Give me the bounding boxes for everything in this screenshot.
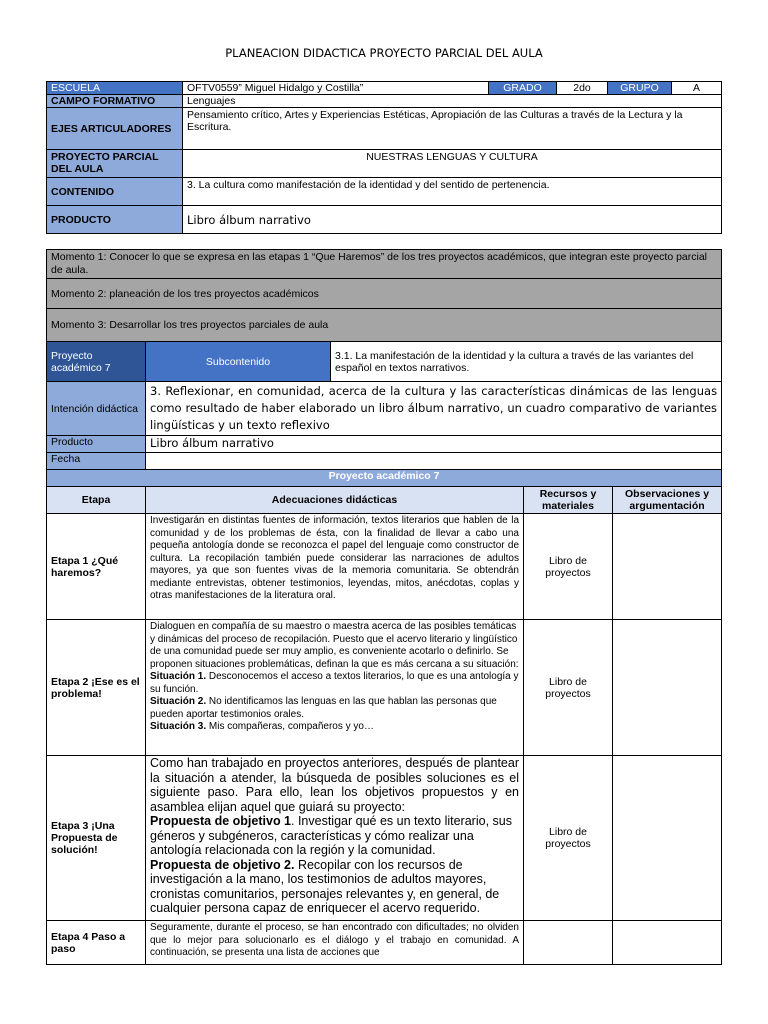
campo-value: Lenguajes bbox=[183, 95, 722, 108]
col-etapa: Etapa bbox=[47, 487, 146, 514]
intencion-label: Intención didáctica bbox=[47, 382, 146, 436]
stage-observations bbox=[613, 756, 722, 921]
escuela-value: OFTV0559” Miguel Hidalgo y Costilla” bbox=[183, 82, 489, 95]
stage-resources: Libro de proyectos bbox=[524, 514, 613, 620]
stage-text bbox=[146, 756, 524, 921]
subcontenido-label: Subcontenido bbox=[146, 342, 331, 382]
stage-row bbox=[47, 921, 722, 965]
grupo-value: A bbox=[672, 82, 722, 95]
proyecto-value: NUESTRAS LENGUAS Y CULTURA bbox=[183, 150, 722, 178]
project-banner: Proyecto académico 7 bbox=[47, 470, 722, 487]
col-observaciones: Observaciones y argumentación bbox=[613, 487, 722, 514]
planning-table bbox=[46, 249, 722, 965]
stage-name: Etapa 2 ¡Ese es el problema! bbox=[47, 620, 146, 756]
stage-observations bbox=[613, 514, 722, 620]
stage-row bbox=[47, 756, 722, 921]
stage-observations bbox=[613, 620, 722, 756]
moment-2: Momento 2: planeación de los tres proyectos académicos bbox=[47, 279, 722, 309]
producto-label: PRODUCTO bbox=[47, 206, 183, 234]
moment-3: Momento 3: Desarrollar los tres proyectos parciales de aula bbox=[47, 309, 722, 342]
moment-1: Momento 1: Conocer lo que se expresa en las etapas 1 “Que Haremos” de los tres proyectos académicos, que integran este proyecto parcial de aula. bbox=[47, 250, 722, 279]
stage-row bbox=[47, 514, 722, 620]
stage-observations bbox=[613, 921, 722, 965]
stage-text bbox=[146, 620, 524, 756]
stage-name: Etapa 4 Paso a paso bbox=[47, 921, 146, 965]
col-adecuaciones: Adecuaciones didácticas bbox=[146, 487, 524, 514]
stage-resources: Libro de proyectos bbox=[524, 620, 613, 756]
ejes-label: EJES ARTICULADORES bbox=[47, 108, 183, 150]
contenido-label: CONTENIDO bbox=[47, 178, 183, 206]
stage-text: Seguramente, durante el proceso, se han encontrado con dificultades; no olviden que lo mejor para solucionarlo es el diálogo y el trabajo en comunidad. A continuación, se presenta una lista de acciones que bbox=[146, 921, 524, 965]
situation-1-text: Desconocemos el acceso a textos literarios, lo que es una antología y su función. bbox=[150, 671, 519, 695]
campo-label: CAMPO FORMATIVO bbox=[47, 95, 183, 108]
project-label: Proyecto académico 7 bbox=[47, 342, 146, 382]
objective-1-text: . Investigar qué es un texto literario, sus géneros y subgéneros, características y cómo realizar una antología relacionada con la región y la comunidad. bbox=[150, 814, 512, 857]
producto-row-value: Libro álbum narrativo bbox=[146, 436, 722, 453]
grado-label: GRADO bbox=[489, 82, 557, 95]
ejes-value: Pensamiento crítico, Artes y Experiencias Estéticas, Apropiación de las Culturas a través de la Lectura y la Escritura. bbox=[183, 108, 722, 150]
fecha-value bbox=[146, 453, 722, 470]
col-recursos: Recursos y materiales bbox=[524, 487, 613, 514]
stage-text: Investigarán en distintas fuentes de información, textos literarios que hablen de la comunidad y de los problemas de ésta, con la finalidad de llevar a cabo una pequeña antología donde se reconozca el papel del lenguaje como constructor de cultura. La recopilación también puede considerar las narraciones de adultos mayores, ya que son fuentes vivas de la memoria comunitaria. Se obtendrán mediante entrevistas, obtener testimonios, leyendas, mitos, anécdotas, coplas y otras manifestaciones de la literatura oral. bbox=[146, 514, 524, 620]
school-info-table bbox=[46, 81, 722, 234]
objective-2-text: Recopilar con los recursos de investigación a la mano, los testimonios de adultos mayores, cronistas comunitarios, personajes relevantes y, en general, de cualquier persona capaz de enriquecer el acervo requerido. bbox=[150, 857, 500, 915]
situation-3-label: Situación 3. bbox=[150, 721, 207, 732]
situation-1-label: Situación 1. bbox=[150, 671, 207, 682]
intencion-value: 3. Reflexionar, en comunidad, acerca de la cultura y las características dinámicas de las lenguas como resultado de haber elaborado un libro álbum narrativo, un cuadro comparativo de variantes lingüísticas y un texto reflexivo bbox=[146, 382, 722, 436]
situation-2-label: Situación 2. bbox=[150, 696, 207, 707]
stage-resources bbox=[524, 921, 613, 965]
contenido-value: 3. La cultura como manifestación de la identidad y del sentido de pertenencia. bbox=[183, 178, 722, 206]
grado-value: 2do bbox=[557, 82, 608, 95]
situation-3-text: Mis compañeras, compañeros y yo… bbox=[206, 721, 374, 732]
producto-value: Libro álbum narrativo bbox=[183, 206, 722, 234]
proyecto-label: PROYECTO PARCIAL DEL AULA bbox=[47, 150, 183, 178]
stage-name: Etapa 3 ¡Una Propuesta de solución! bbox=[47, 756, 146, 921]
subcontenido-value: 3.1. La manifestación de la identidad y la cultura a través de las variantes del español en textos narrativos. bbox=[331, 342, 722, 382]
stage-intro: Dialoguen en compañía de su maestro o maestra acerca de las posibles temáticas y dinámicas del proceso de recopilación. Puesto que el acervo literario y lingüístico de una comunidad puede ser muy amplio, es conveniente acotarlo o definirlo. Se proponen situaciones problemáticas, definan la que es más cercana a su situación: bbox=[150, 621, 519, 670]
stage-resources: Libro de proyectos bbox=[524, 756, 613, 921]
producto-row-label: Producto bbox=[47, 436, 146, 453]
grupo-label: GRUPO bbox=[608, 82, 672, 95]
situation-2-text: No identificamos las lenguas en las que hablan las personas que pueden aportar testimonios orales. bbox=[150, 696, 497, 720]
page-title: PLANEACION DIDACTICA PROYECTO PARCIAL DEL AULA bbox=[225, 46, 543, 60]
fecha-label: Fecha bbox=[47, 453, 146, 470]
objective-1-label: Propuesta de objetivo 1 bbox=[150, 814, 292, 828]
stage-intro: Como han trabajado en proyectos anteriores, después de plantear la situación a atender, la búsqueda de posibles soluciones es el siguiente paso. Para ello, lean los objetivos propuestos y en asamblea elijan aquel que guiará su proyecto: bbox=[150, 756, 519, 814]
objective-2-label: Propuesta de objetivo 2. bbox=[150, 857, 295, 872]
stage-name: Etapa 1 ¿Qué haremos? bbox=[47, 514, 146, 620]
stage-row bbox=[47, 620, 722, 756]
escuela-label: ESCUELA bbox=[47, 82, 183, 95]
